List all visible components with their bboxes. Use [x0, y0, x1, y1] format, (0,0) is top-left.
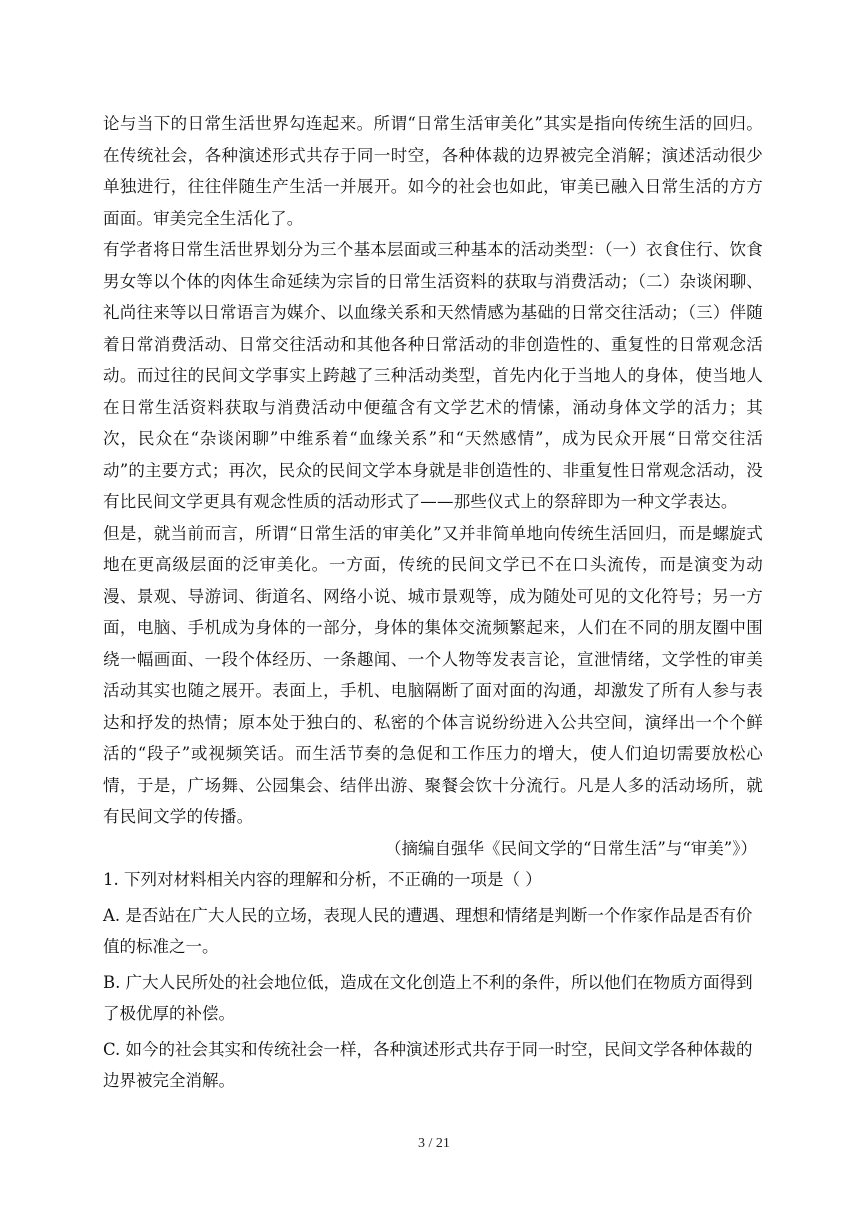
option-a: A. 是否站在广大人民的立场，表现人民的遭遇、理想和情绪是判断一个作家作品是否有价值的标准之一。	[103, 905, 753, 956]
document-body	[103, 108, 763, 1097]
option-c: C. 如今的社会其实和传统社会一样，各种演述形式共存于同一时空，民间文学各种体裁的边界被完全消解。	[103, 1039, 753, 1090]
option-b: B. 广大人民所处的社会地位低，造成在文化创造上不利的条件，所以他们在物质方面得到了极优厚的补偿。	[103, 972, 753, 1023]
paragraph: 有学者将日常生活世界划分为三个基本层面或三种基本的活动类型：（一）衣食住行、饮食男女等以个体的肉体生命延续为宗旨的日常生活资料的获取与消费活动；（二）杂谈闲聊、礼尚往来等以日常语言为媒介、以血缘关系和天然情感为基础的日常交往活动；（三）伴随着日常消费活动、日常交往活动和其他各种日常活动的非创造性的、重复性的日常观念活动。而过往的民间文学事实上跨越了三种活动类型，首先内化于当地人的身体，使当地人在日常生活资料获取与消费活动中便蕴含有文学艺术的情愫，涌动身体文学的活力；其次，民众在“杂谈闲聊”中维系着“血缘关系”和“天然感情”，成为民众开展“日常交往活动”的主要方式；再次，民众的民间文学本身就是非创造性的、非重复性日常观念活动，没有比民间文学更具有观念性质的活动形式了——那些仪式上的祭辞即为一种文学表达。	[103, 240, 763, 511]
source-citation: （摘编自强华《民间文学的“日常生活”与“审美”》）	[385, 838, 757, 858]
question-stem: 1. 下列对材料相关内容的理解和分析，不正确的一项是（ ）	[103, 870, 542, 889]
paragraph: 论与当下的日常生活世界勾连起来。所谓“日常生活审美化”其实是指向传统生活的回归。在传统社会，各种演述形式共存于同一时空，各种体裁的边界被完全消解；演述活动很少单独进行，往往伴随生产生活一并展开。如今的社会也如此，审美已融入日常生活的方方面面。审美完全生活化了。	[103, 114, 763, 228]
paragraph: 但是，就当前而言，所谓“日常生活的审美化”又并非简单地向传统生活回归，而是螺旋式地在更高级层面的泛审美化。一方面，传统的民间文学已不在口头流传，而是演变为动漫、景观、导游词、街道名、网络小说、城市景观等，成为随处可见的文化符号；另一方面，电脑、手机成为身体的一部分，身体的集体交流频繁起来，人们在不同的朋友圈中围绕一幅画面、一段个体经历、一条趣闻、一个人物等发表言论，宣泄情绪，文学性的审美活动其实也随之展开。表面上，手机、电脑隔断了面对面的沟通，却激发了所有人参与表达和抒发的热情；原本处于独白的、私密的个体言说纷纷进入公共空间，演绎出一个个鲜活的“段子”或视频笑话。而生活节奏的急促和工作压力的增大，使人们迫切需要放松心情，于是，广场舞、公园集会、结伴出游、聚餐会饮十分流行。凡是人多的活动场所，就有民间文学的传播。	[103, 523, 763, 826]
page-number: 3 / 21	[418, 1136, 450, 1151]
